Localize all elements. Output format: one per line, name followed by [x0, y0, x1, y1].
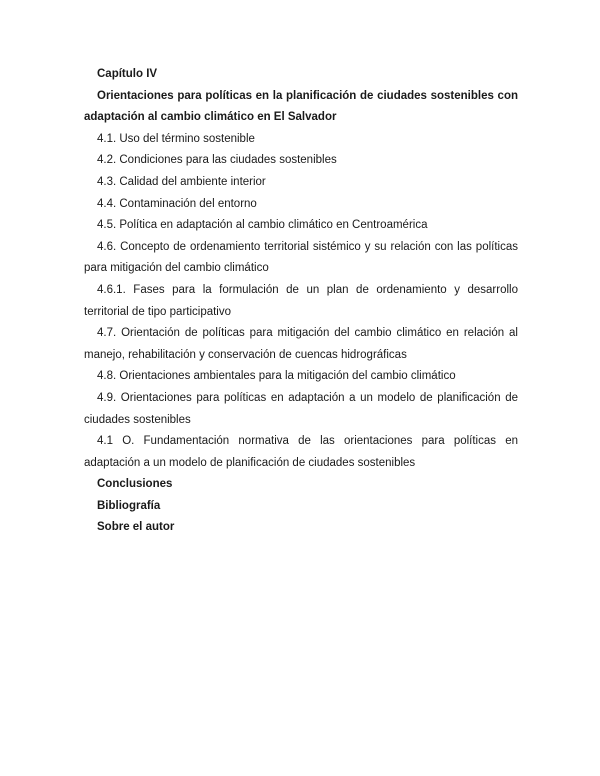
table-of-contents-page — [84, 64, 518, 539]
toc-entry-4-2: 4.2. Condiciones para las ciudades sostenibles — [97, 154, 337, 167]
chapter-title: Orientaciones para políticas en la planificación de ciudades sostenibles con adaptación al cambio climático en El Salvador — [84, 89, 518, 124]
toc-entry-4-10: 4.1 O. Fundamentación normativa de las orientaciones para políticas en adaptación a un modelo de planificación de ciudades sostenibles — [84, 435, 518, 469]
toc-about-author: Sobre el autor — [97, 521, 175, 534]
toc-entry-4-9: 4.9. Orientaciones para políticas en adaptación a un modelo de planificación de ciudades sostenibles — [84, 391, 518, 426]
toc-entry-4-5: 4.5. Política en adaptación al cambio climático en Centroamérica — [97, 219, 428, 232]
toc-entry-4-6-1: 4.6.1. Fases para la formulación de un plan de ordenamiento y desarrollo territorial de tipo participativo — [84, 283, 518, 318]
toc-conclusions: Conclusiones — [97, 478, 173, 491]
toc-entry-4-4: 4.4. Contaminación del entorno — [97, 197, 257, 210]
toc-entry-4-7: 4.7. Orientación de políticas para mitigación del cambio climático en relación al manejo, rehabilitación y conservación de cuencas hidrográficas — [84, 327, 518, 361]
toc-entry-4-1: 4.1. Uso del término sostenible — [97, 132, 255, 145]
chapter-label: Capítulo IV — [97, 68, 158, 80]
toc-entry-4-8: 4.8. Orientaciones ambientales para la mitigación del cambio climático — [97, 370, 456, 383]
toc-bibliography: Bibliografía — [97, 499, 161, 512]
toc-entry-4-6: 4.6. Concepto de ordenamiento territorial sistémico y su relación con las políticas para mitigación del cambio climático — [84, 240, 518, 275]
toc-entry-4-3: 4.3. Calidad del ambiente interior — [97, 175, 266, 188]
